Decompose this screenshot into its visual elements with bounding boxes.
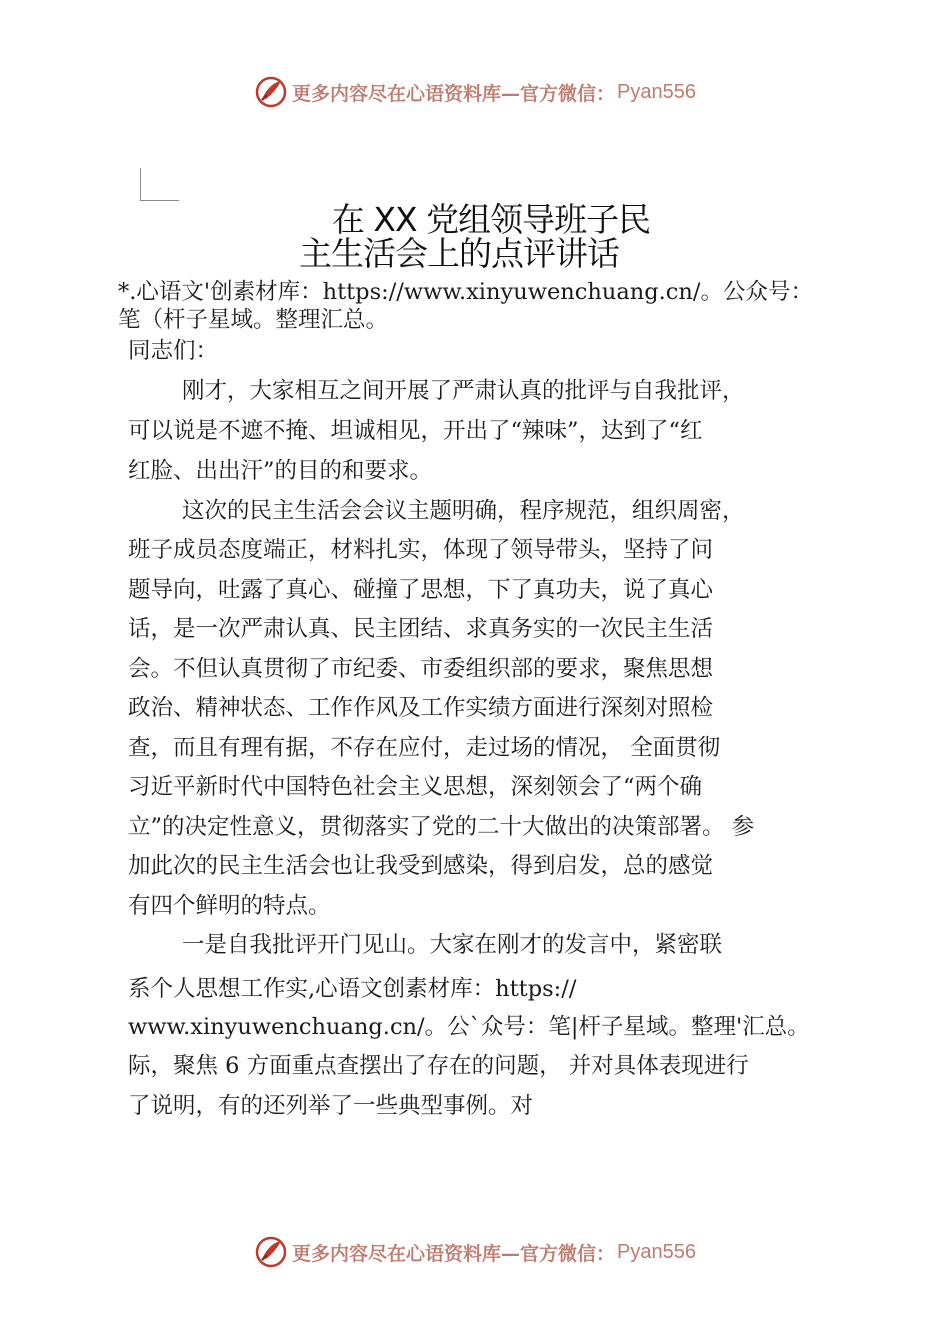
footer-banner: [0, 1232, 950, 1272]
p2-line: 政治、精神状态、工作作风及工作实绩方面进行深刻对照检: [128, 695, 714, 721]
greeting: 同志们：: [128, 338, 219, 364]
crop-mark: [140, 168, 179, 201]
p3-line: 际，聚焦 6 方面重点查摆出了存在的问题， 并对具体表现进行: [128, 1053, 749, 1079]
banner-wechat-id: Pyan556: [617, 1240, 696, 1263]
p3-line: 了说明，有的还列举了一些典型事例。对: [128, 1093, 534, 1119]
p2-line: 这次的民主生活会会议主题明确，程序规范，组织周密，: [182, 498, 745, 524]
p2-line: 加此次的民主生活会也让我受到感染，得到启发，总的感觉: [128, 853, 714, 879]
p2-line: 话，是一次严肃认真、民主团结、求真务实的一次民主生活: [128, 616, 714, 642]
header-banner: [0, 72, 950, 112]
source-line-2: 笔（杆子星域。整理汇总。: [118, 307, 389, 333]
p3-line: 系个人思想工作实,心语文创素材库：https://: [128, 976, 577, 1002]
banner-text: 更多内容尽在心语资料库—官方微信：: [292, 1242, 616, 1265]
document-title-line-1: 在 XX 党组领导班子民: [331, 200, 651, 239]
banner-wechat-id: Pyan556: [617, 80, 696, 103]
source-line-1: *.心语文'创素材库：https://www.xinyuwenchuang.cn/。公众号：: [118, 279, 813, 305]
p2-line: 题导向，吐露了真心、碰撞了思想，下了真功夫，说了真心: [128, 577, 714, 603]
document-title-line-2: 主生活会上的点评讲话: [299, 234, 619, 273]
p2-line: 查，而且有理有据，不存在应付，走过场的情况， 全面贯彻: [128, 735, 721, 761]
p1-line: 刚才，大家相互之间开展了严肃认真的批评与自我批评，: [182, 378, 745, 404]
p2-line: 班子成员态度端正，材料扎实，体现了领导带头，坚持了问: [128, 537, 714, 563]
p3-line: 一是自我批评开门见山。大家在刚才的发言中，紧密联: [182, 932, 723, 958]
brush-logo-icon: [254, 1235, 288, 1269]
p3-line: www.xinyuwenchuang.cn/。公`众号：笔|杆子星域。整理'汇总。: [128, 1014, 810, 1040]
p2-line: 会。不但认真贯彻了市纪委、市委组织部的要求，聚焦思想: [128, 656, 714, 682]
p2-line: 习近平新时代中国特色社会主义思想，深刻领会了“两个确: [128, 774, 703, 800]
brush-logo-icon: [254, 75, 288, 109]
p2-line: 有四个鲜明的特点。: [128, 893, 331, 919]
p1-line: 红脸、出出汗”的目的和要求。: [128, 458, 433, 484]
banner-text: 更多内容尽在心语资料库—官方微信：: [292, 82, 616, 105]
p2-line: 立”的决定性意义，贯彻落实了党的二十大做出的决策部署。 参: [128, 814, 755, 840]
p1-line: 可以说是不遮不掩、坦诚相见，开出了“辣味”，达到了“红: [128, 418, 703, 444]
